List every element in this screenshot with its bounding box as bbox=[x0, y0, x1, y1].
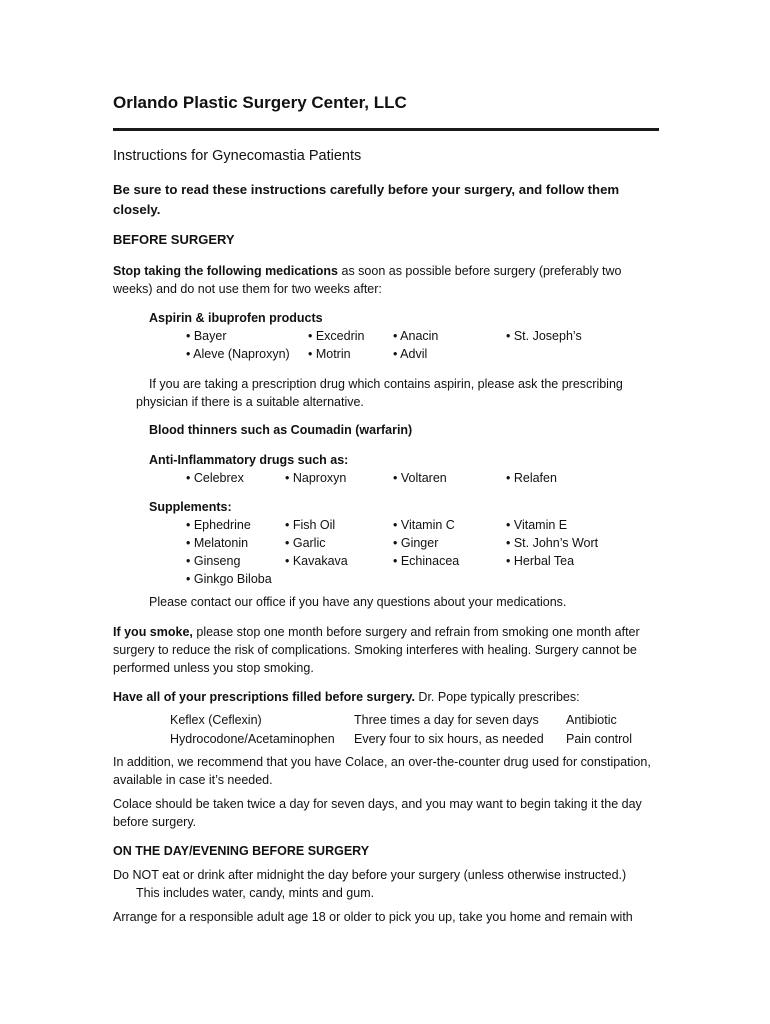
day-before-line-1: Do NOT eat or drink after midnight the day before your surgery (unless otherwise instructed.) bbox=[113, 868, 627, 882]
day-before-line-2: This includes water, candy, mints and gum. bbox=[136, 886, 375, 900]
aspirin-item: • Aleve (Naproxyn) bbox=[186, 347, 290, 361]
anti-inflammatory-heading: Anti-Inflammatory drugs such as: bbox=[149, 453, 349, 467]
title-divider bbox=[113, 128, 659, 131]
aspirin-item: • Excedrin bbox=[308, 329, 365, 343]
aspirin-item: • Bayer bbox=[186, 329, 227, 343]
day-before-heading: ON THE DAY/EVENING BEFORE SURGERY bbox=[113, 844, 370, 858]
smoking-bold: If you smoke, bbox=[113, 625, 193, 639]
stop-medications-bold: Stop taking the following medications bbox=[113, 264, 339, 278]
stop-medications-line-2: weeks) and do not use them for two weeks after: bbox=[113, 282, 382, 296]
aspirin-item: • St. Joseph’s bbox=[506, 329, 582, 343]
blood-thinners-heading: Blood thinners such as Coumadin (warfarin) bbox=[149, 423, 413, 437]
supplement-item: • Garlic bbox=[285, 536, 326, 550]
supplement-item: • St. John’s Wort bbox=[506, 536, 599, 550]
intro-line-2: closely. bbox=[113, 202, 161, 217]
supplement-item: • Echinacea bbox=[393, 554, 460, 568]
supplement-item: • Herbal Tea bbox=[506, 554, 575, 568]
prescriptions-bold: Have all of your prescriptions filled before surgery. bbox=[113, 690, 415, 704]
anti-inflammatory-item: • Celebrex bbox=[186, 471, 244, 485]
day-before-line-3: Arrange for a responsible adult age 18 or older to pick you up, take you home and remain with bbox=[113, 910, 633, 924]
prescriptions-text: Dr. Pope typically prescribes: bbox=[414, 690, 580, 704]
prescription-schedule: Three times a day for seven days bbox=[354, 713, 539, 727]
prescription-drug: Keflex (Ceflexin) bbox=[170, 713, 262, 727]
supplement-item: • Vitamin E bbox=[506, 518, 568, 532]
supplement-item: • Kavakava bbox=[285, 554, 348, 568]
prescriptions-intro bbox=[113, 688, 580, 706]
stop-medications-line-1 bbox=[113, 262, 622, 280]
aspirin-item: • Advil bbox=[393, 347, 428, 361]
prescription-drug: Hydrocodone/Acetaminophen bbox=[170, 732, 335, 746]
colace-line-3: Colace should be taken twice a day for seven days, and you may want to begin taking it the day bbox=[113, 797, 642, 811]
aspirin-item: • Motrin bbox=[308, 347, 351, 361]
smoking-line-3: performed unless you stop smoking. bbox=[113, 661, 314, 675]
colace-line-1: In addition, we recommend that you have Colace, an over-the-counter drug used for constipation, bbox=[113, 755, 651, 769]
supplement-item: • Ginseng bbox=[186, 554, 241, 568]
supplement-item: • Fish Oil bbox=[285, 518, 336, 532]
stop-medications-text: as soon as possible before surgery (preferably two bbox=[338, 264, 622, 278]
prescription-note-line-1: If you are taking a prescription drug which contains aspirin, please ask the prescribing bbox=[149, 377, 623, 391]
anti-inflammatory-item: • Voltaren bbox=[393, 471, 447, 485]
smoking-line-1 bbox=[113, 623, 640, 641]
prescription-schedule: Every four to six hours, as needed bbox=[354, 732, 544, 746]
prescription-purpose: Pain control bbox=[566, 732, 633, 746]
aspirin-heading: Aspirin & ibuprofen products bbox=[149, 311, 323, 325]
anti-inflammatory-item: • Naproxyn bbox=[285, 471, 347, 485]
supplement-item: • Ginkgo Biloba bbox=[186, 572, 272, 586]
contact-note: Please contact our office if you have any questions about your medications. bbox=[149, 595, 567, 609]
prescription-note-line-2: physician if there is a suitable alternative. bbox=[136, 395, 364, 409]
colace-line-4: before surgery. bbox=[113, 815, 197, 829]
page-title: Orlando Plastic Surgery Center, LLC bbox=[113, 93, 407, 112]
anti-inflammatory-item: • Relafen bbox=[506, 471, 557, 485]
aspirin-item: • Anacin bbox=[393, 329, 439, 343]
document-subtitle: Instructions for Gynecomastia Patients bbox=[113, 148, 362, 164]
smoking-line-2: surgery to reduce the risk of complications. Smoking interferes with healing. Surgery cannot be bbox=[113, 643, 637, 657]
intro-line-1: Be sure to read these instructions carefully before your surgery, and follow them bbox=[113, 182, 620, 197]
supplement-item: • Ginger bbox=[393, 536, 439, 550]
smoking-text: please stop one month before surgery and refrain from smoking one month after bbox=[192, 625, 640, 639]
colace-line-2: available in case it’s needed. bbox=[113, 773, 273, 787]
supplement-item: • Melatonin bbox=[186, 536, 249, 550]
prescription-purpose: Antibiotic bbox=[566, 713, 617, 727]
before-surgery-heading: BEFORE SURGERY bbox=[113, 232, 235, 247]
supplement-item: • Ephedrine bbox=[186, 518, 251, 532]
supplement-item: • Vitamin C bbox=[393, 518, 455, 532]
supplements-heading: Supplements: bbox=[149, 500, 232, 514]
